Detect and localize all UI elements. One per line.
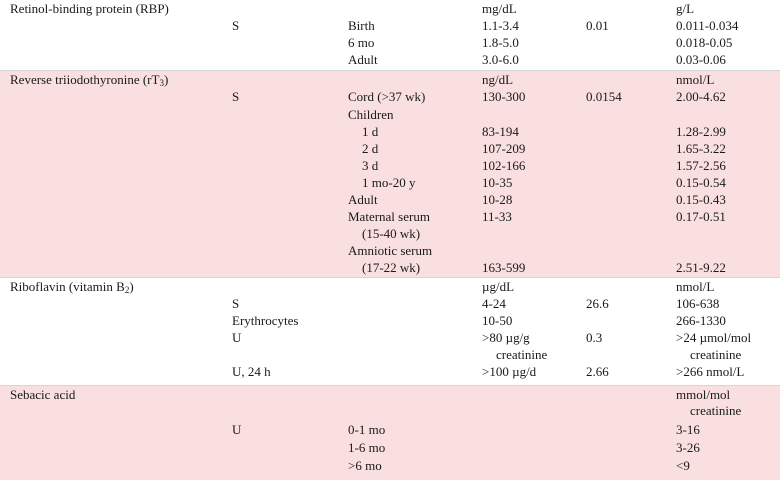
si-value: 1.65-3.22: [676, 141, 726, 156]
conventional-unit: µg/dL: [482, 279, 515, 294]
si-value: <9: [676, 458, 690, 473]
population: 3 d: [362, 158, 379, 173]
table-row: [0, 191, 780, 209]
si-value: >24 µmol/mol: [676, 330, 752, 345]
conventional-value: 102-166: [482, 158, 526, 173]
si-unit: nmol/L: [676, 72, 715, 87]
si-value: 106-638: [676, 296, 720, 311]
si-value: 0.15-0.54: [676, 175, 726, 190]
table-row: [0, 242, 780, 260]
si-value: 1.28-2.99: [676, 124, 726, 139]
si-value-continued: creatinine: [690, 347, 742, 362]
population: Cord (>37 wk): [348, 89, 426, 104]
si-value: 3-16: [676, 422, 700, 437]
population: Adult: [348, 52, 378, 67]
conventional-value: 1.1-3.4: [482, 18, 519, 33]
table-row: [0, 88, 780, 106]
table-row: [0, 363, 780, 381]
table-row: [0, 278, 780, 296]
table-row: [0, 225, 780, 243]
si-unit: nmol/L: [676, 279, 715, 294]
table-row: [0, 17, 780, 35]
si-unit: mmol/mol: [676, 387, 731, 402]
population: 6 mo: [348, 35, 375, 50]
si-value: 0.15-0.43: [676, 192, 726, 207]
conversion-factor: 26.6: [586, 296, 609, 311]
si-value: 2.51-9.22: [676, 260, 726, 275]
conversion-factor: 0.3: [586, 330, 603, 345]
population: (17-22 wk): [362, 260, 421, 275]
si-value: 266-1330: [676, 313, 726, 328]
specimen: U, 24 h: [232, 364, 271, 379]
table-row: [0, 51, 780, 69]
population: Amniotic serum: [348, 243, 433, 258]
population: 1 mo-20 y: [362, 175, 416, 190]
conventional-value: 3.0-6.0: [482, 52, 519, 67]
table-row: [0, 295, 780, 313]
si-unit-continued: creatinine: [690, 403, 742, 418]
table-row: [0, 174, 780, 192]
table-row: [0, 71, 780, 89]
population: (15-40 wk): [362, 226, 421, 241]
si-value: 3-26: [676, 440, 700, 455]
si-value: 0.011-0.034: [676, 18, 739, 33]
analyte-name: Reverse triiodothyronine $(rT_3)$: [10, 72, 169, 88]
si-value: 2.00-4.62: [676, 89, 726, 104]
specimen: S: [232, 89, 240, 104]
conventional-value: 10-28: [482, 192, 513, 207]
table-row: [0, 106, 780, 124]
si-value: 1.57-2.56: [676, 158, 726, 173]
population: Children: [348, 107, 394, 122]
table-row: [0, 34, 780, 52]
specimen: U: [232, 330, 242, 345]
conventional-value: >80 µg/g: [482, 330, 530, 345]
table-row: [0, 439, 780, 457]
conventional-value: 83-194: [482, 124, 519, 139]
conventional-value: >100 µg/d: [482, 364, 537, 379]
conversion-factor: 0.01: [586, 18, 609, 33]
conventional-value: 130-300: [482, 89, 526, 104]
specimen: S: [232, 18, 240, 33]
analyte-name: Sebacic acid: [10, 387, 76, 402]
table-row: [0, 346, 780, 364]
conventional-value: 163-599: [482, 260, 526, 275]
conversion-factor: 2.66: [586, 364, 609, 379]
table-row: [0, 140, 780, 158]
conventional-unit: ng/dL: [482, 72, 514, 87]
si-unit: g/L: [676, 1, 695, 16]
conventional-value: 10-35: [482, 175, 513, 190]
conventional-value: 1.8-5.0: [482, 35, 519, 50]
specimen: Erythrocytes: [232, 313, 299, 328]
population: 1-6 mo: [348, 440, 386, 455]
table-row: [0, 421, 780, 439]
table-row: [0, 402, 780, 420]
table-row: [0, 208, 780, 226]
population: Birth: [348, 18, 375, 33]
section-riboflavin: [0, 278, 780, 385]
si-value: >266 nmol/L: [676, 364, 745, 379]
si-value: 0.018-0.05: [676, 35, 733, 50]
si-value: 0.17-0.51: [676, 209, 726, 224]
section-sebacic-acid: [0, 386, 780, 480]
table-row: [0, 329, 780, 347]
conventional-value-continued: creatinine: [496, 347, 548, 362]
conventional-value: 11-33: [482, 209, 512, 224]
table-row: [0, 0, 780, 18]
analyte-name: Riboflavin (vitamin $B_2$): [10, 279, 134, 295]
section-reverse-triiodothyronine: [0, 71, 780, 277]
section-retinol-binding-protein: [0, 0, 780, 70]
population: 1 d: [362, 124, 379, 139]
population: 2 d: [362, 141, 379, 156]
population: 0-1 mo: [348, 422, 386, 437]
conventional-value: 10-50: [482, 313, 513, 328]
conventional-unit: mg/dL: [482, 1, 517, 16]
analyte-name: Retinol-binding protein (RBP): [10, 1, 169, 16]
conventional-value: 107-209: [482, 141, 526, 156]
specimen: S: [232, 296, 240, 311]
conventional-value: 4-24: [482, 296, 506, 311]
conversion-factor: 0.0154: [586, 89, 622, 104]
table-row: [0, 123, 780, 141]
population: >6 mo: [348, 458, 382, 473]
table-row: [0, 312, 780, 330]
population: Adult: [348, 192, 378, 207]
si-value: 0.03-0.06: [676, 52, 726, 67]
table-row: [0, 157, 780, 175]
table-row: [0, 457, 780, 475]
population: Maternal serum: [348, 209, 430, 224]
table-row: [0, 259, 780, 277]
specimen: U: [232, 422, 242, 437]
